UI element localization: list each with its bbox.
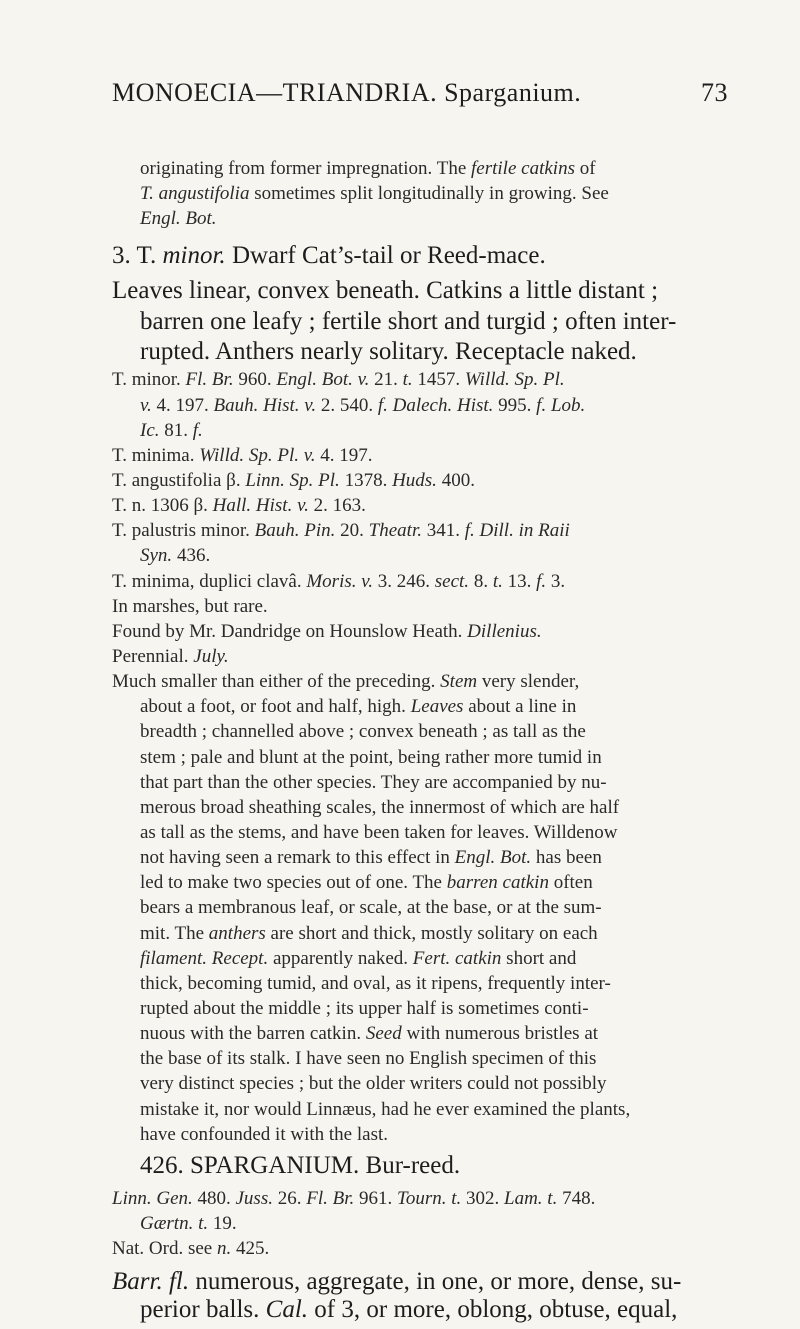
text-segment: 3. [546, 571, 566, 592]
italic-segment: Syn. [140, 545, 173, 566]
text-segment: thick, becoming tumid, and oval, as it ripens, frequently inter- [140, 973, 611, 994]
text-line [140, 183, 609, 205]
text-line [112, 1188, 595, 1210]
text-segment: short and [501, 948, 577, 969]
text-line [140, 1213, 237, 1235]
text-line [140, 158, 596, 180]
text-line [140, 338, 637, 366]
running-title: MONOECIA—TRIANDRIA. Sparganium. [112, 78, 582, 107]
text-segment: 961. [354, 1188, 398, 1209]
italic-segment: Seed [365, 1023, 402, 1044]
page-number: 73 [701, 78, 728, 107]
text-segment: 3. T. [112, 242, 163, 269]
text-line [140, 772, 607, 794]
italic-segment: fertile catkins [471, 158, 575, 179]
italic-segment: Willd. Sp. Pl. v. [199, 445, 316, 466]
text-segment: merous broad sheathing scales, the innermost of which are half [140, 797, 620, 818]
text-segment: led to make two species out of one. The [140, 872, 447, 893]
text-line [140, 208, 217, 230]
italic-segment: v. [140, 395, 152, 416]
text-line [140, 721, 586, 743]
text-line [140, 747, 602, 769]
italic-segment: f. [536, 571, 547, 592]
italic-segment: Engl. Bot. [140, 208, 217, 229]
text-line [112, 242, 546, 270]
italic-segment: Linn. Gen. [112, 1188, 193, 1209]
italic-segment: Moris. v. [306, 571, 374, 592]
text-line [140, 948, 576, 970]
text-segment: 480. [192, 1188, 236, 1209]
italic-segment: Hall. Hist. v. [212, 495, 309, 516]
text-segment: T. n. 1306 β. [112, 495, 213, 516]
italic-segment: Gærtn. t. [140, 1213, 209, 1234]
text-line [112, 1238, 269, 1260]
text-segment: 426. SPARGANIUM. Bur-reed. [140, 1152, 461, 1179]
text-line [112, 445, 373, 467]
text-segment: In marshes, but rare. [112, 596, 268, 617]
text-segment: Much smaller than either of the preceding. [112, 671, 441, 692]
text-segment: often [548, 872, 593, 893]
italic-segment: Engl. Bot. v. [276, 369, 370, 390]
text-segment: T. palustris minor. [112, 520, 255, 541]
text-segment: 20. [335, 520, 369, 541]
text-line [112, 671, 579, 693]
text-segment: perior balls. [140, 1296, 266, 1323]
text-line [140, 847, 602, 869]
text-segment: 2. 540. [316, 395, 378, 416]
text-segment: as tall as the stems, and have been taken for leaves. Willdenow [140, 822, 618, 843]
italic-segment: anthers [208, 923, 266, 944]
italic-segment: sect. [434, 571, 470, 592]
text-line [140, 1073, 606, 1095]
text-segment: 13. [502, 571, 537, 592]
text-segment: apparently naked. [268, 948, 413, 969]
text-segment: 26. [272, 1188, 307, 1209]
italic-segment: Theatr. [368, 520, 422, 541]
text-line [140, 1152, 460, 1180]
italic-segment: Bauh. Hist. v. [213, 395, 317, 416]
text-line [140, 822, 617, 844]
text-segment: 2. 163. [308, 495, 366, 516]
italic-segment: n. [217, 1238, 232, 1259]
italic-segment: t. [402, 369, 413, 390]
italic-segment: Huds. [392, 470, 437, 491]
text-segment: 4. 197. [315, 445, 373, 466]
italic-segment: Dillenius. [467, 621, 542, 642]
italic-segment: Linn. Sp. Pl. [245, 470, 340, 491]
text-segment: about a foot, or foot and half, high. [140, 696, 411, 717]
text-segment: numerous, aggregate, in one, or more, dense, su- [189, 1268, 682, 1295]
text-line [112, 495, 366, 517]
italic-segment: Lam. t. [504, 1188, 558, 1209]
text-line [140, 1099, 630, 1121]
text-segment: T. minima. [112, 445, 200, 466]
text-segment: that part than the other species. They are accompanied by nu- [140, 772, 607, 793]
text-segment: 81. [159, 420, 193, 441]
text-segment: are short and thick, mostly solitary on each [265, 923, 598, 944]
text-segment: nuous with the barren catkin. [140, 1023, 366, 1044]
text-segment: about a line in [463, 696, 577, 717]
text-segment: 436. [172, 545, 211, 566]
text-segment: 8. [469, 571, 493, 592]
text-line [140, 420, 203, 442]
text-line [140, 308, 676, 336]
text-segment: with numerous bristles at [401, 1023, 599, 1044]
text-segment: 748. [557, 1188, 596, 1209]
italic-segment: T. angustifolia [140, 183, 250, 204]
text-segment: T. angustifolia β. [112, 470, 246, 491]
italic-segment: f. [536, 395, 547, 416]
text-line [140, 395, 585, 417]
text-segment: rupted. Anthers nearly solitary. Receptacle naked. [140, 338, 637, 365]
text-line [140, 872, 593, 894]
text-segment: 1457. [412, 369, 465, 390]
text-segment: Leaves linear, convex beneath. Catkins a little distant ; [112, 277, 659, 304]
italic-segment: Stem [440, 671, 478, 692]
italic-segment: Leaves [410, 696, 464, 717]
italic-segment: t. [492, 571, 503, 592]
italic-segment: Engl. Bot. [454, 847, 532, 868]
italic-segment: minor. [162, 242, 226, 269]
text-line [140, 1048, 596, 1070]
text-segment: mit. The [140, 923, 209, 944]
text-segment: the base of its stalk. I have seen no English specimen of this [140, 1048, 597, 1069]
text-line [140, 1296, 677, 1324]
text-line [140, 998, 589, 1020]
text-line [112, 621, 542, 643]
text-segment: breadth ; channelled above ; convex beneath ; as tall as the [140, 721, 586, 742]
text-line [112, 470, 475, 492]
text-line [112, 1268, 681, 1296]
text-segment: has been [531, 847, 602, 868]
text-line [112, 520, 570, 542]
text-segment: 1378. [339, 470, 393, 491]
text-segment: very slender, [477, 671, 580, 692]
text-line [112, 571, 565, 593]
text-segment: mistake it, nor would Linnæus, had he ever examined the plants, [140, 1099, 631, 1120]
text-line [112, 596, 268, 618]
text-segment: of 3, or more, oblong, obtuse, equal, [308, 1296, 678, 1323]
italic-segment: Fert. catkin [412, 948, 502, 969]
text-segment: 341. [422, 520, 465, 541]
italic-segment: Bauh. Pin. [254, 520, 336, 541]
text-segment: not having seen a remark to this effect in [140, 847, 455, 868]
italic-segment: barren catkin [446, 872, 549, 893]
text-segment: Perennial. [112, 646, 194, 667]
italic-segment: Lob. [550, 395, 586, 416]
text-segment: stem ; pale and blunt at the point, being rather more tumid in [140, 747, 602, 768]
italic-segment: Cal. [265, 1296, 309, 1323]
italic-segment: Willd. Sp. Pl. [464, 369, 565, 390]
text-segment: Nat. Ord. see [112, 1238, 217, 1259]
text-line [112, 277, 658, 305]
text-segment: T. minima, duplici clavâ. [112, 571, 307, 592]
text-segment: rupted about the middle ; its upper half is sometimes conti- [140, 998, 589, 1019]
italic-segment: Dill. in Raii [479, 520, 570, 541]
text-line [140, 923, 598, 945]
text-line [112, 646, 229, 668]
text-segment: bears a membranous leaf, or scale, at the base, or at the sum- [140, 897, 602, 918]
text-line [140, 1023, 598, 1045]
italic-segment: Fl. Br. [185, 369, 234, 390]
text-segment: barren one leafy ; fertile short and turgid ; often inter- [140, 308, 677, 335]
text-segment: sometimes split longitudinally in growing. See [249, 183, 609, 204]
text-segment: T. minor. [112, 369, 186, 390]
italic-segment: Dalech. Hist. [392, 395, 494, 416]
text-segment: 425. [231, 1238, 270, 1259]
text-segment: 19. [208, 1213, 237, 1234]
text-segment: 995. [493, 395, 537, 416]
text-line [112, 369, 565, 391]
text-segment: originating from former impregnation. The [140, 158, 472, 179]
italic-segment: Ic. [140, 420, 160, 441]
text-segment: 960. [233, 369, 277, 390]
italic-segment: f. [464, 520, 475, 541]
text-segment: 302. [461, 1188, 505, 1209]
text-segment: Found by Mr. Dandridge on Hounslow Heath. [112, 621, 468, 642]
italic-segment: Recept. [211, 948, 269, 969]
text-segment: 4. 197. [151, 395, 214, 416]
text-segment: 21. [369, 369, 403, 390]
text-line [140, 696, 576, 718]
italic-segment: filament. [140, 948, 208, 969]
italic-segment: f. [192, 420, 203, 441]
text-segment: very distinct species ; but the older writers could not possibly [140, 1073, 607, 1094]
text-line [140, 545, 210, 567]
text-line [140, 897, 602, 919]
italic-segment: July. [193, 646, 229, 667]
text-segment: of [574, 158, 596, 179]
text-segment: 3. 246. [373, 571, 435, 592]
text-segment: 400. [436, 470, 475, 491]
italic-segment: Barr. fl. [112, 1268, 190, 1295]
text-line [140, 797, 619, 819]
italic-segment: f. [377, 395, 388, 416]
italic-segment: Juss. [235, 1188, 273, 1209]
italic-segment: Fl. Br. [306, 1188, 355, 1209]
text-line [140, 1124, 388, 1146]
running-header [112, 78, 728, 108]
text-segment: have confounded it with the last. [140, 1124, 388, 1145]
text-segment: Dwarf Cat’s-tail or Reed-mace. [225, 242, 546, 269]
text-line [140, 973, 611, 995]
italic-segment: Tourn. t. [397, 1188, 462, 1209]
